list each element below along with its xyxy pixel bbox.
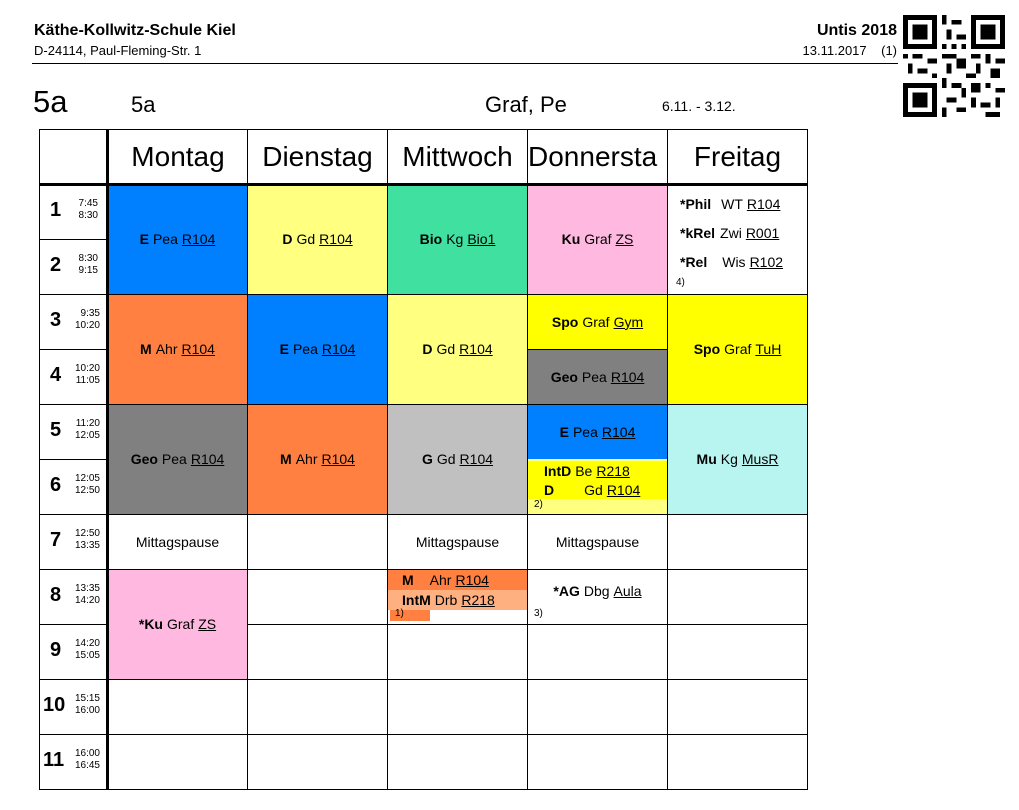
time-end: 11:05 bbox=[75, 375, 100, 386]
teacher: Pea bbox=[581, 368, 607, 385]
room: R104 bbox=[601, 423, 636, 440]
period-number: 5 bbox=[50, 419, 62, 441]
footnote-2: 2) bbox=[534, 499, 543, 510]
time-end: 16:00 bbox=[74, 705, 100, 716]
room: R102 bbox=[749, 254, 784, 270]
lesson-do-5[interactable] bbox=[528, 404, 667, 459]
qr-code-icon bbox=[903, 15, 1005, 117]
col-line bbox=[247, 130, 248, 789]
subject: Spo bbox=[551, 313, 579, 330]
col-line bbox=[387, 130, 388, 789]
lesson-di-1-2[interactable] bbox=[248, 184, 387, 294]
subject: *Ku bbox=[138, 616, 163, 632]
lesson-fr-1-2b[interactable] bbox=[668, 223, 807, 243]
subject: Spo bbox=[693, 341, 721, 357]
subject: D bbox=[544, 481, 555, 498]
school-address: D-24114, Paul-Fleming-Str. 1 bbox=[34, 43, 202, 58]
subject: D bbox=[282, 231, 293, 247]
period-column-rule bbox=[106, 130, 109, 789]
header-divider bbox=[32, 63, 898, 64]
subject: Bio bbox=[419, 231, 443, 247]
period-time bbox=[70, 528, 100, 552]
room: Bio1 bbox=[467, 231, 496, 247]
teacher: Gd bbox=[436, 341, 456, 357]
room: R218 bbox=[461, 592, 495, 608]
day-header-tuesday: Dienstag bbox=[262, 141, 373, 172]
subject: *Phil bbox=[680, 196, 712, 212]
row-line bbox=[40, 239, 108, 240]
date-range: 6.11. - 3.12. bbox=[662, 98, 736, 114]
room: R104 bbox=[606, 481, 641, 498]
footnote-4: 4) bbox=[676, 277, 685, 288]
period-time bbox=[70, 583, 100, 607]
time-end: 12:50 bbox=[74, 485, 100, 496]
room: R104 bbox=[746, 196, 781, 212]
subject: G bbox=[421, 451, 433, 467]
room: R104 bbox=[321, 451, 355, 467]
teacher: Graf bbox=[584, 231, 612, 247]
time-start: 14:20 bbox=[74, 638, 100, 649]
lesson-mi-8b[interactable] bbox=[388, 590, 527, 610]
lunch-label: Mittagspause bbox=[135, 533, 220, 550]
period-number: 2 bbox=[50, 254, 62, 276]
class-name: 5a bbox=[131, 92, 156, 117]
period-time bbox=[70, 418, 100, 442]
software-name: Untis 2018 bbox=[816, 22, 897, 39]
teacher: Graf bbox=[167, 616, 195, 632]
teacher: Pea bbox=[161, 451, 187, 467]
period-number: 1 bbox=[50, 199, 62, 221]
teacher: Gd bbox=[584, 481, 603, 498]
period-number: 10 bbox=[43, 694, 66, 716]
lesson-mi-5-6[interactable] bbox=[388, 404, 527, 514]
lunch-label: Mittagspause bbox=[555, 533, 640, 550]
time-end: 8:30 bbox=[78, 210, 98, 221]
room: R104 bbox=[459, 341, 493, 357]
teacher: Dbg bbox=[583, 583, 610, 599]
page-number: (1) bbox=[881, 43, 897, 58]
row-line bbox=[40, 679, 807, 680]
teacher: Drb bbox=[434, 592, 458, 608]
lesson-fr-1-2c[interactable] bbox=[668, 252, 807, 272]
room: R104 bbox=[181, 231, 216, 247]
time-start: 8:30 bbox=[78, 253, 98, 264]
lesson-fr-3-4[interactable] bbox=[668, 294, 807, 404]
subject: E bbox=[139, 231, 149, 247]
lesson-di-3-4[interactable] bbox=[248, 294, 387, 404]
period-time bbox=[70, 638, 100, 662]
time-end: 15:05 bbox=[74, 650, 100, 661]
lesson-mo-5-6[interactable] bbox=[108, 404, 247, 514]
day-header-friday: Freitag bbox=[693, 141, 782, 172]
lesson-do-6b[interactable] bbox=[528, 480, 667, 499]
room: R104 bbox=[321, 341, 356, 357]
teacher: Be bbox=[575, 462, 593, 479]
row-line bbox=[528, 349, 667, 350]
lesson-mi-1-2[interactable] bbox=[388, 184, 527, 294]
teacher: Ahr bbox=[429, 572, 452, 588]
lesson-do-4[interactable] bbox=[528, 349, 667, 404]
subject: M bbox=[140, 341, 152, 357]
timetable-grid bbox=[39, 129, 808, 790]
period-number: 6 bbox=[50, 474, 62, 496]
time-end: 9:15 bbox=[78, 265, 98, 276]
room: Aula bbox=[613, 583, 642, 599]
room: ZS bbox=[615, 231, 634, 247]
period-time bbox=[70, 253, 98, 277]
teacher: Kg bbox=[446, 231, 464, 247]
lesson-mi-8a[interactable] bbox=[388, 570, 527, 590]
time-start: 9:35 bbox=[80, 308, 100, 319]
period-number: 7 bbox=[50, 529, 62, 551]
period-number: 9 bbox=[50, 639, 62, 661]
lesson-do-1-2[interactable] bbox=[528, 184, 667, 294]
time-end: 16:45 bbox=[74, 760, 100, 771]
row-line bbox=[40, 734, 807, 735]
subject: M bbox=[402, 572, 414, 588]
lesson-mo-8-9[interactable] bbox=[108, 569, 247, 679]
teacher: Graf bbox=[724, 341, 752, 357]
subject: Geo bbox=[130, 451, 158, 467]
period-number: 11 bbox=[43, 749, 65, 771]
teacher: Ahr bbox=[155, 341, 178, 357]
footnote-3: 3) bbox=[534, 608, 543, 619]
room: R104 bbox=[190, 451, 225, 467]
lesson-do-8[interactable] bbox=[528, 580, 667, 602]
row-line bbox=[40, 404, 807, 405]
time-start: 16:00 bbox=[74, 748, 100, 759]
room: R104 bbox=[319, 231, 353, 247]
teacher: Pea bbox=[572, 423, 598, 440]
room: Gym bbox=[613, 313, 644, 330]
teacher: Graf bbox=[582, 313, 610, 330]
period-time bbox=[70, 748, 100, 772]
period-number: 8 bbox=[50, 584, 62, 606]
room: R001 bbox=[745, 225, 780, 241]
room: TuH bbox=[755, 341, 782, 357]
time-start: 12:50 bbox=[74, 528, 100, 539]
class-teacher: Graf, Pe bbox=[485, 92, 567, 117]
teacher: Pea bbox=[152, 231, 178, 247]
room: R104 bbox=[455, 572, 489, 588]
teacher: Zwi bbox=[720, 225, 742, 241]
room: ZS bbox=[198, 616, 217, 632]
time-end: 12:05 bbox=[74, 430, 100, 441]
time-start: 7:45 bbox=[78, 198, 98, 209]
class-title: 5a bbox=[33, 84, 68, 119]
lunch-mo bbox=[108, 514, 247, 569]
subject: *Rel bbox=[680, 254, 708, 270]
lunch-mi bbox=[388, 514, 527, 569]
period-number: 4 bbox=[50, 364, 62, 386]
teacher: WT bbox=[721, 196, 743, 212]
teacher: Gd bbox=[436, 451, 456, 467]
time-start: 15:15 bbox=[74, 693, 100, 704]
teacher: Pea bbox=[292, 341, 318, 357]
school-name: Käthe-Kollwitz-Schule Kiel bbox=[34, 22, 236, 39]
subject: M bbox=[280, 451, 292, 467]
room: MusR bbox=[741, 451, 779, 467]
row-line bbox=[40, 294, 807, 295]
time-end: 13:35 bbox=[74, 540, 100, 551]
teacher: Wis bbox=[722, 254, 746, 270]
period-time bbox=[70, 473, 100, 497]
lesson-mo-1-2[interactable] bbox=[108, 184, 247, 294]
room: R104 bbox=[610, 368, 645, 385]
lesson-mo-3-4[interactable] bbox=[108, 294, 247, 404]
room: R218 bbox=[596, 462, 630, 479]
time-start: 11:20 bbox=[75, 418, 100, 429]
day-header-wednesday: Mittwoch bbox=[402, 141, 513, 172]
period-time bbox=[70, 198, 98, 222]
lesson-mi-3-4[interactable] bbox=[388, 294, 527, 404]
row-line bbox=[40, 514, 807, 515]
teacher: Gd bbox=[296, 231, 316, 247]
date-text: 13.11.2017 bbox=[802, 43, 867, 58]
teacher: Ahr bbox=[295, 451, 318, 467]
period-time bbox=[70, 693, 100, 717]
subject: E bbox=[559, 423, 569, 440]
print-date bbox=[803, 43, 897, 58]
subject: *kRel bbox=[680, 225, 716, 241]
subject: IntD bbox=[544, 462, 572, 479]
subject: D bbox=[422, 341, 433, 357]
subject: Ku bbox=[561, 231, 581, 247]
lunch-label: Mittagspause bbox=[415, 533, 500, 550]
row-line bbox=[40, 349, 108, 350]
row-line bbox=[40, 459, 108, 460]
col-line bbox=[527, 130, 528, 789]
lesson-fr-1-2a[interactable] bbox=[668, 194, 807, 214]
row-line bbox=[40, 624, 108, 625]
period-time bbox=[70, 308, 100, 332]
time-end: 14:20 bbox=[74, 595, 100, 606]
subject: *AG bbox=[553, 583, 580, 599]
lesson-fr-5-6[interactable] bbox=[668, 404, 807, 514]
time-start: 12:05 bbox=[74, 473, 100, 484]
room: R104 bbox=[181, 341, 215, 357]
room: R104 bbox=[459, 451, 494, 467]
subject: Geo bbox=[550, 368, 578, 385]
subject: IntM bbox=[402, 592, 431, 608]
period-number: 3 bbox=[50, 309, 62, 331]
day-header-monday: Montag bbox=[131, 141, 225, 172]
day-header-thursday: Donnersta bbox=[528, 141, 658, 172]
time-end: 10:20 bbox=[74, 320, 100, 331]
footnote-1: 1) bbox=[395, 608, 404, 619]
time-start: 13:35 bbox=[74, 583, 100, 594]
col-line bbox=[667, 130, 668, 789]
subject: E bbox=[279, 341, 289, 357]
lesson-do-3[interactable] bbox=[528, 294, 667, 349]
subject: Mu bbox=[696, 451, 717, 467]
lesson-do-6a[interactable] bbox=[528, 461, 667, 480]
lesson-di-5-6[interactable] bbox=[248, 404, 387, 514]
lunch-do bbox=[528, 514, 667, 569]
time-start: 10:20 bbox=[74, 363, 100, 374]
period-time bbox=[70, 363, 100, 387]
row-line bbox=[40, 569, 807, 570]
teacher: Kg bbox=[720, 451, 738, 467]
